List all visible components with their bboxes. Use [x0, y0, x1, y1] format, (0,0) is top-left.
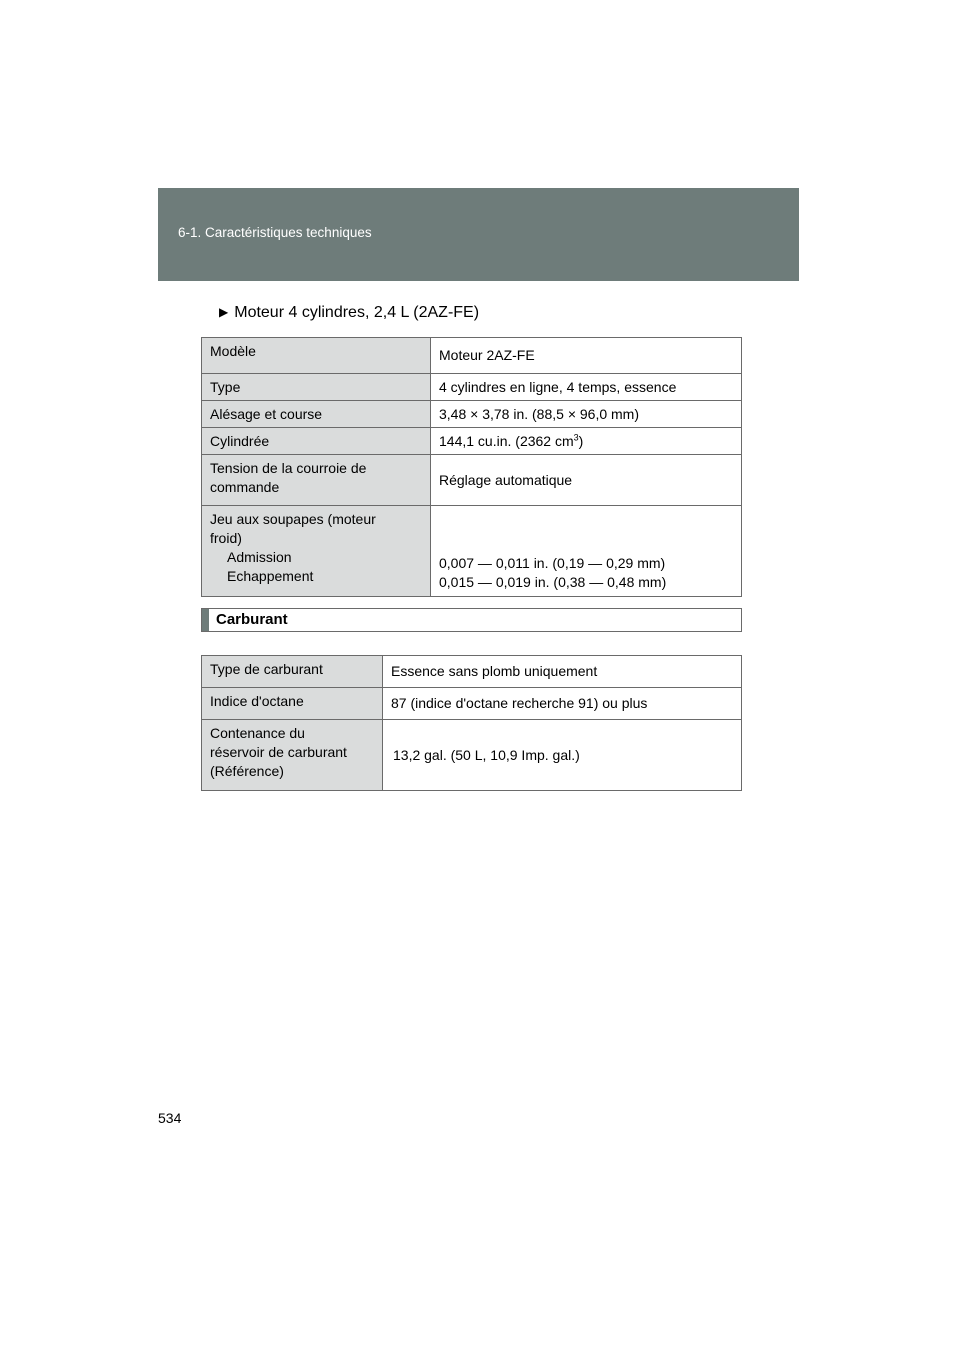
belt-label-line1: Tension de la courroie de [210, 460, 367, 476]
displacement-value: 144,1 cu.in. (2362 cm [439, 432, 574, 449]
valve-sub-exhaust: Echappement [227, 568, 314, 584]
row-label: Cylindrée [202, 428, 431, 455]
valve-value-exhaust: 0,015 — 0,019 in. (0,38 — 0,48 mm) [439, 574, 667, 590]
capacity-label-line2: réservoir de carburant [210, 744, 347, 760]
table-row [202, 401, 742, 428]
row-value: Essence sans plomb uniquement [383, 656, 742, 688]
row-value [431, 428, 742, 455]
row-label [202, 455, 431, 506]
row-label: Modèle [202, 338, 431, 374]
row-label: Indice d'octane [202, 688, 383, 720]
section-accent-bar [202, 609, 209, 631]
row-value: 3,48 × 3,78 in. (88,5 × 96,0 mm) [431, 401, 742, 428]
row-label: Type de carburant [202, 656, 383, 688]
row-value: Moteur 2AZ-FE [431, 338, 742, 374]
row-label: Alésage et course [202, 401, 431, 428]
row-value: 87 (indice d'octane recherche 91) ou plus [383, 688, 742, 720]
capacity-label-line1: Contenance du [210, 725, 305, 741]
row-value [431, 506, 742, 597]
displacement-suffix: ) [578, 432, 584, 449]
table-row [202, 338, 742, 374]
section-header-band [158, 188, 799, 281]
valve-label-line2: froid) [210, 530, 242, 546]
row-value: 13,2 gal. (50 L, 10,9 Imp. gal.) [383, 720, 742, 791]
belt-label-line2: commande [210, 479, 280, 495]
row-label: Type [202, 374, 431, 401]
engine-heading-text: Moteur 4 cylindres, 2,4 L (2AZ-FE) [234, 304, 480, 321]
table-row [202, 720, 742, 791]
capacity-label-line3: (Référence) [210, 763, 284, 779]
page-number: 534 [158, 1110, 182, 1126]
displacement-superscript: 3 [573, 431, 579, 442]
table-row [202, 374, 742, 401]
engine-spec-table [201, 337, 742, 597]
fuel-section-header [201, 608, 742, 632]
table-row [202, 656, 742, 688]
valve-sub-intake: Admission [227, 549, 292, 565]
row-label [202, 506, 431, 597]
fuel-section-title: Carburant [216, 611, 288, 628]
table-row [202, 455, 742, 506]
right-triangle-icon: ▶ [219, 305, 229, 319]
table-row [202, 506, 742, 597]
table-row [202, 688, 742, 720]
fuel-spec-table [201, 655, 742, 791]
valve-label-line1: Jeu aux soupapes (moteur [210, 511, 376, 527]
row-label [202, 720, 383, 791]
engine-heading [219, 304, 479, 322]
valve-value-intake: 0,007 — 0,011 in. (0,19 — 0,29 mm) [439, 555, 666, 571]
table-row [202, 428, 742, 455]
section-title: 6-1. Caractéristiques techniques [178, 225, 372, 240]
row-value: Réglage automatique [431, 455, 742, 506]
row-value: 4 cylindres en ligne, 4 temps, essence [431, 374, 742, 401]
